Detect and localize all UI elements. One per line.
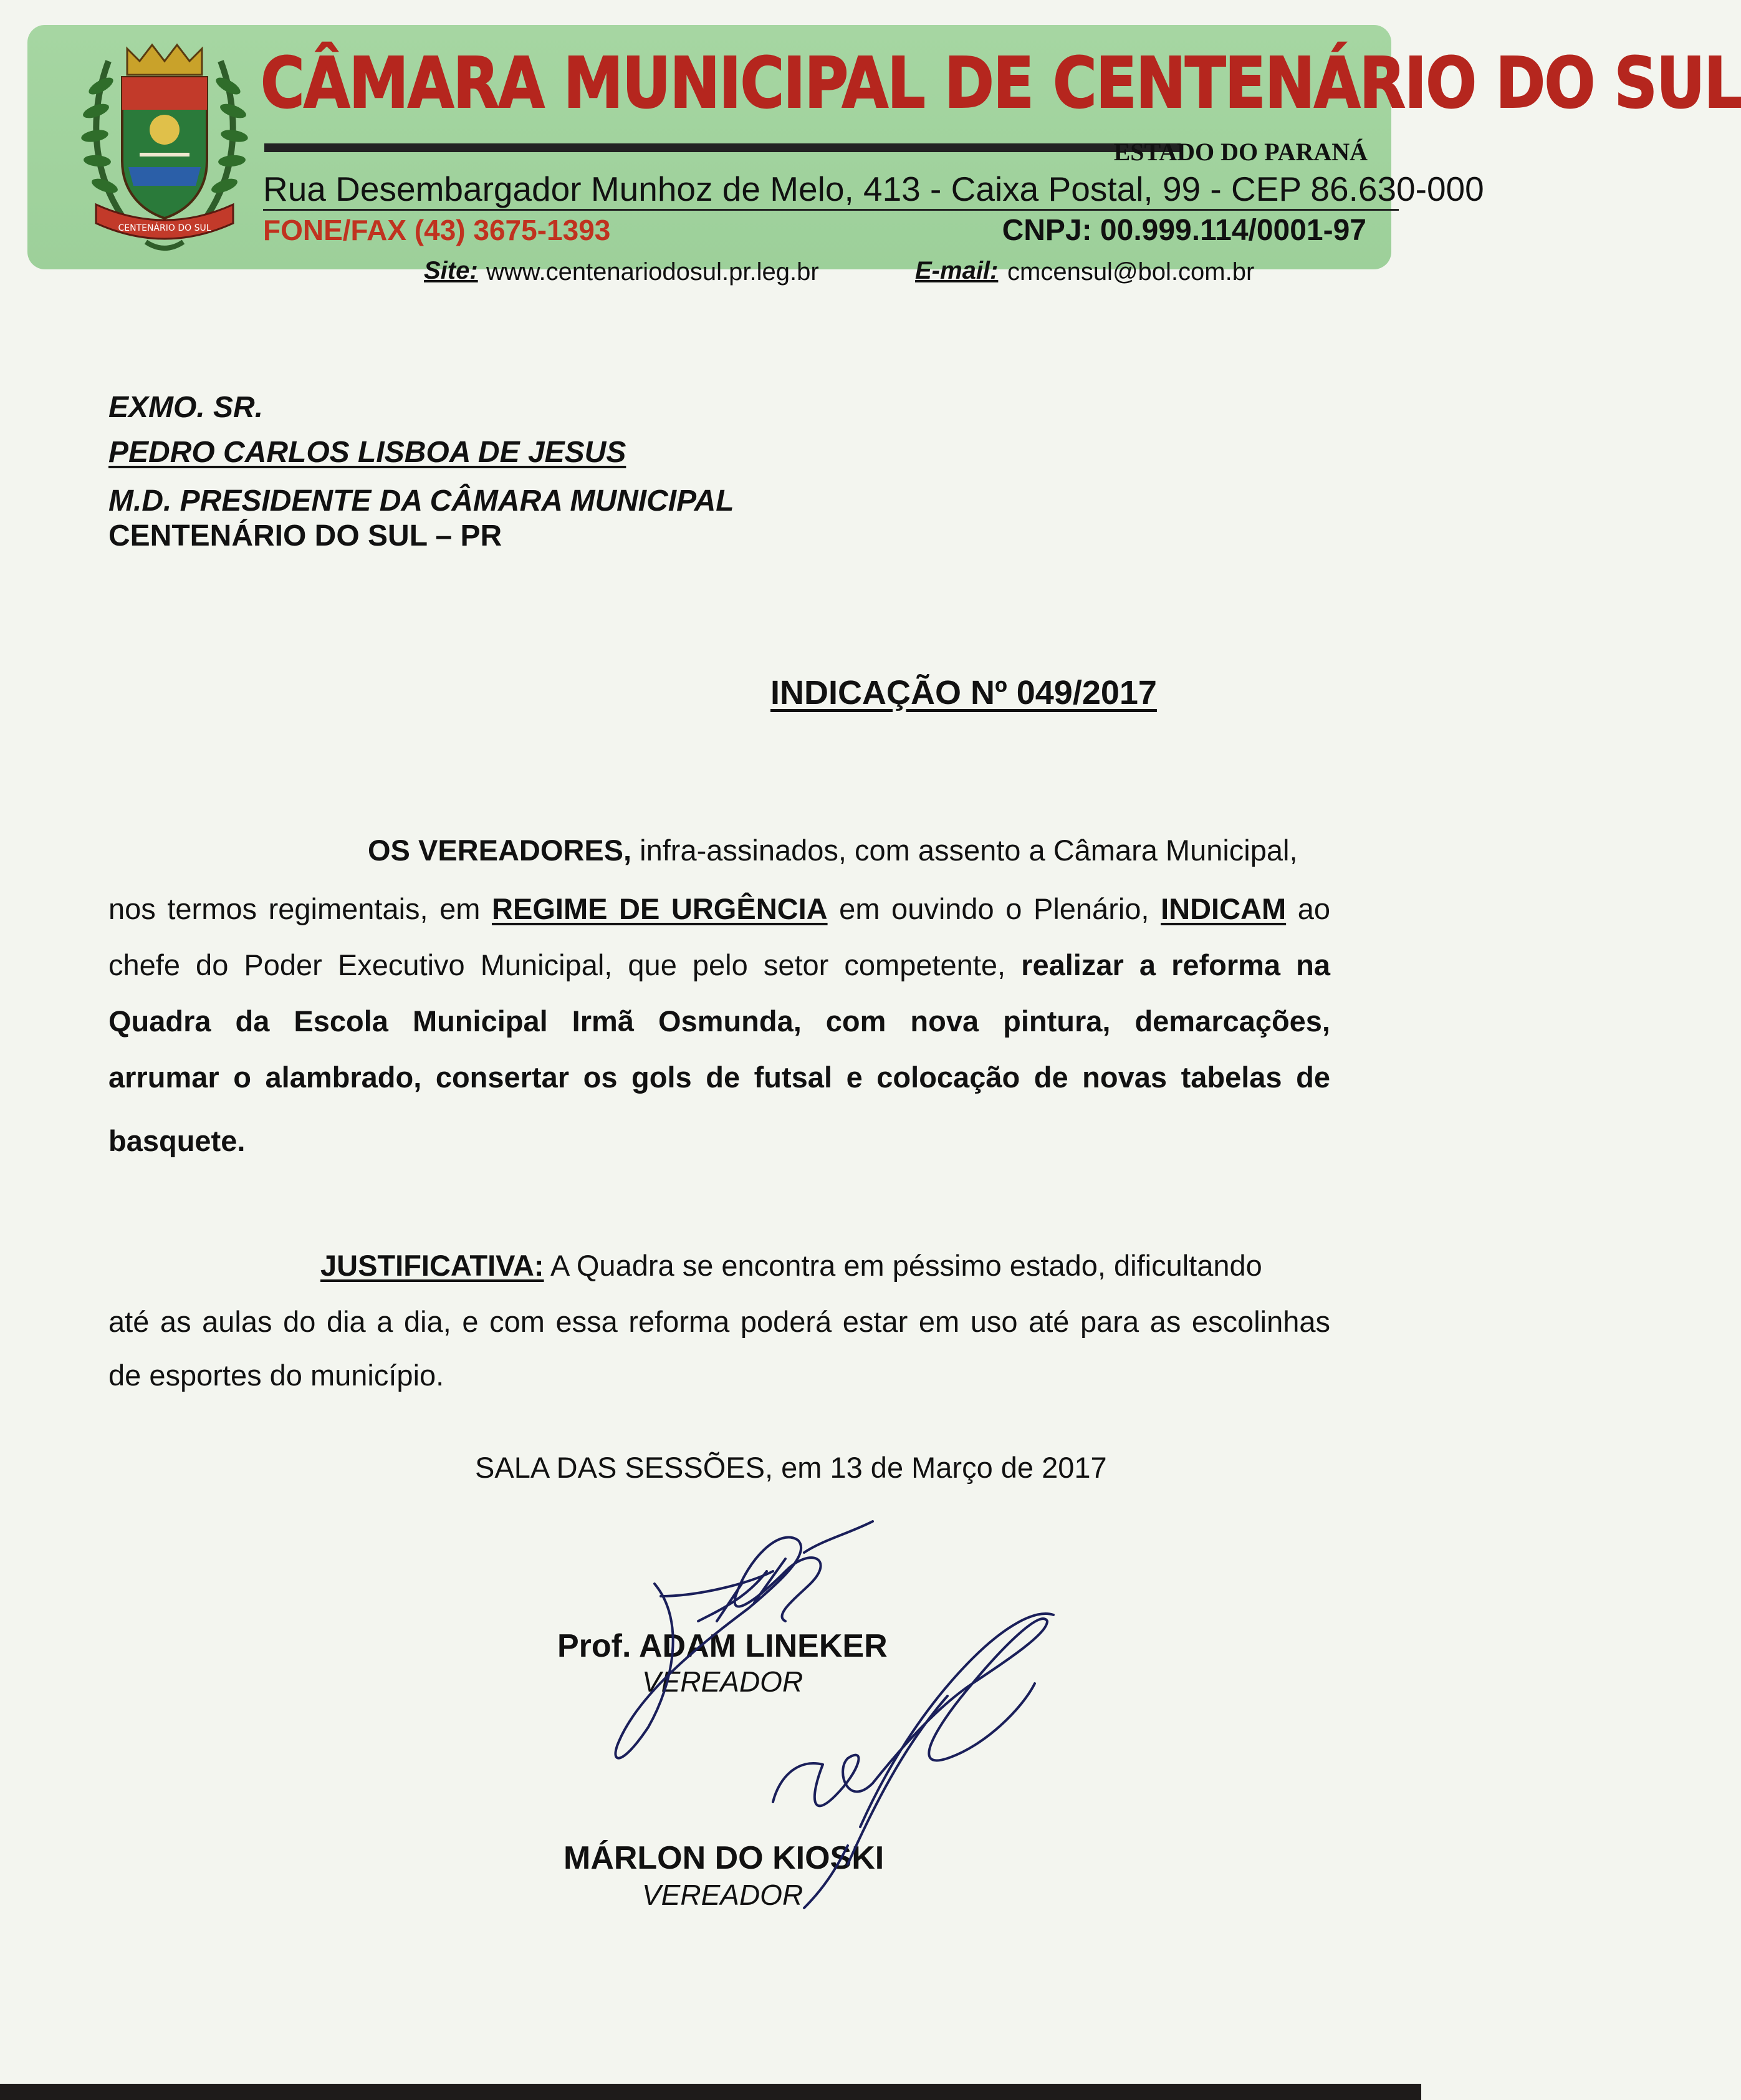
body-subject: OS VEREADORES, — [368, 834, 632, 867]
addressee-role: M.D. PRESIDENTE DA CÂMARA MUNICIPAL — [108, 484, 734, 518]
letterhead-title: CÂMARA MUNICIPAL DE CENTENÁRIO DO SUL — [261, 43, 1741, 124]
site-link[interactable]: www.centenariodosul.pr.leg.br — [486, 258, 819, 286]
body-line-1 — [368, 836, 1330, 865]
body-text: A Quadra se encontra em péssimo estado, dificultando — [544, 1249, 1262, 1282]
addressee-salutation: EXMO. SR. — [108, 391, 264, 424]
body-line-6: basquete. — [108, 1124, 246, 1157]
svg-text:CENTENÁRIO DO SUL: CENTENÁRIO DO SUL — [118, 223, 211, 233]
body-line-3 — [108, 950, 1330, 980]
letterhead-address: Rua Desembargador Munhoz de Melo, 413 - Caixa Postal, 99 - CEP 86.630-000 — [263, 170, 1399, 211]
body-text-bold: realizar a reforma na — [1021, 948, 1330, 981]
letterhead-cnpj: CNPJ: 00.999.114/0001-97 — [1002, 214, 1366, 247]
letterhead-divider — [264, 143, 1181, 152]
justification-label: JUSTIFICATIVA: — [320, 1249, 544, 1282]
body-line-5: arrumar o alambrado, consertar os gols de futsal e colocação de novas tabelas de — [108, 1061, 1330, 1094]
email-link[interactable]: cmcensul@bol.com.br — [1007, 258, 1255, 286]
addressee-name: PEDRO CARLOS LISBOA DE JESUS — [108, 436, 626, 469]
body-text: chefe do Poder Executivo Municipal, que pelo setor competente, — [108, 948, 1022, 981]
body-text: em ouvindo o Plenário, — [827, 892, 1161, 925]
urgency-term: REGIME DE URGÊNCIA — [492, 892, 828, 925]
justification-line-2: até as aulas do dia a dia, e com essa reforma poderá estar em uso até para as escolinhas — [108, 1305, 1330, 1338]
body-line-2 — [108, 894, 1330, 923]
letterhead-state: ESTADO DO PARANÁ — [1113, 138, 1368, 166]
municipal-crest-icon — [71, 36, 258, 261]
body-line-4: Quadra da Escola Municipal Irmã Osmunda, com nova pintura, demarcações, — [108, 1004, 1330, 1038]
signatory-name-2: MÁRLON DO KIOSKI — [564, 1840, 885, 1876]
site-label: Site: — [424, 257, 478, 284]
body-text: infra-assinados, com assento a Câmara Municipal, — [631, 834, 1298, 867]
letterhead-phone: FONE/FAX (43) 3675-1393 — [263, 214, 611, 246]
justification-line-1 — [320, 1251, 1330, 1280]
document-title: INDICAÇÃO Nº 049/2017 — [770, 674, 1157, 711]
signatory-role-1: VEREADOR — [642, 1665, 803, 1698]
body-text: nos termos regimentais, em — [108, 892, 492, 925]
email-label: E-mail: — [915, 257, 999, 284]
signatory-name-1: Prof. ADAM LINEKER — [557, 1628, 888, 1664]
letterhead — [27, 25, 1741, 286]
scan-bottom-edge — [0, 2084, 1421, 2100]
date-line: SALA DAS SESSÕES, em 13 de Março de 2017 — [475, 1451, 1107, 1484]
addressee-place: CENTENÁRIO DO SUL – PR — [108, 519, 502, 552]
body-text: ao — [1286, 892, 1330, 925]
justification-line-3: de esportes do município. — [108, 1359, 444, 1392]
signatory-role-2: VEREADOR — [642, 1879, 803, 1911]
indicam-term: INDICAM — [1161, 892, 1287, 925]
